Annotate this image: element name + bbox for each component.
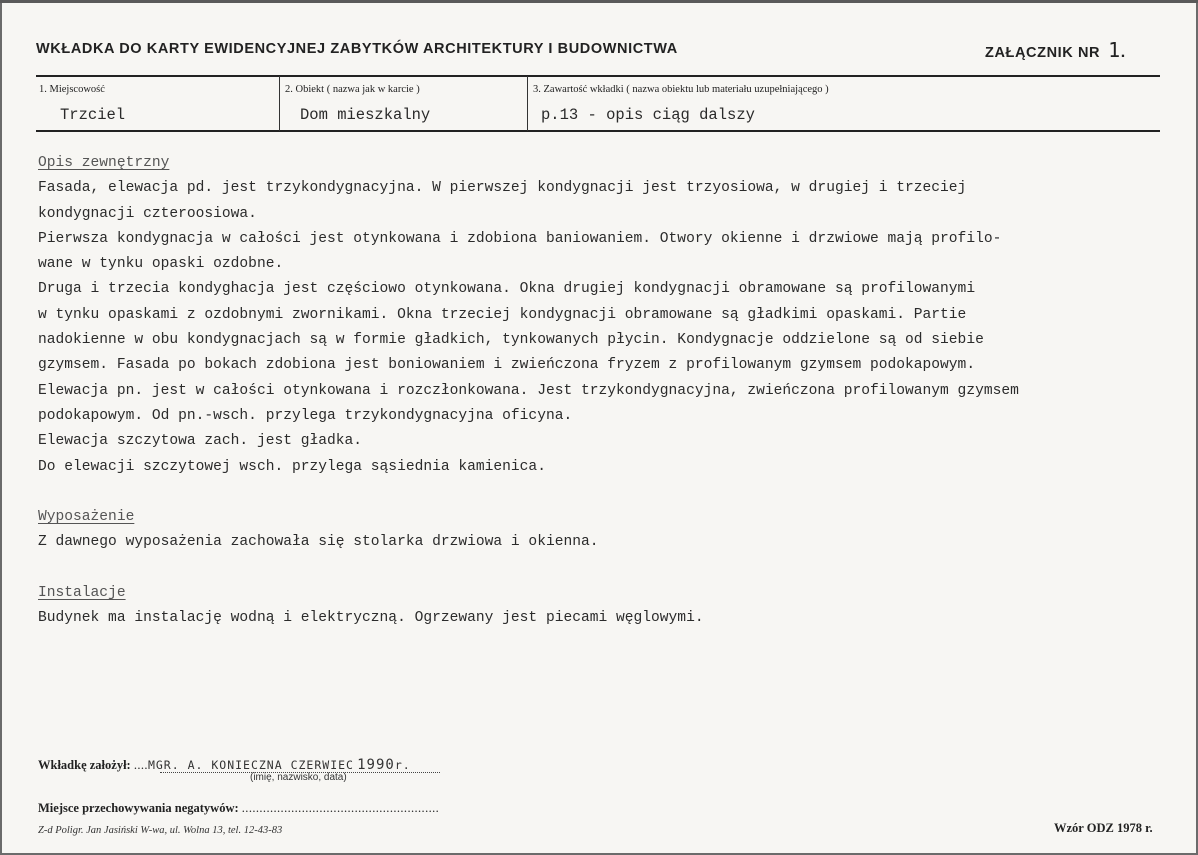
exterior-line: Fasada, elewacja pd. jest trzykondygnacyjna. W pierwszej kondygnacji jest trzyosiowa, w drugiej i trzeciej (38, 180, 967, 197)
creator-handwriting: MGR. A. KONIECZNA CZERWIEC (147, 758, 354, 772)
creator-label: Wkładkę założył: (38, 758, 131, 772)
creator-dots: .... (133, 758, 148, 772)
exterior-line: Elewacja szczytowa zach. jest gładka. (38, 433, 363, 450)
exterior-line: podokapowym. Od pn.-wsch. przylega trzykondygnacyjna oficyna. (38, 407, 573, 424)
form-pattern: Wzór ODZ 1978 r. (1054, 821, 1153, 835)
fields-top-rule (36, 75, 1160, 77)
installations-heading: Instalacje (38, 585, 126, 602)
section-gap (38, 480, 1168, 505)
creator-year-suffix: r. (394, 758, 411, 772)
field-divider-1 (279, 76, 280, 131)
storage-dots: ........................................................ (241, 801, 440, 815)
exterior-line: Pierwsza kondygnacja w całości jest otynkowana i zdobiona baniowaniem. Otwory okienne i drzwiowe mają profilo- (38, 230, 1002, 247)
attachment-number-dot: . (1120, 44, 1126, 61)
exterior-heading: Opis zewnętrzny (38, 155, 170, 171)
creator-caption: (imię, nazwisko, data) (250, 772, 347, 783)
installations-line: Budynek ma instalację wodną i elektryczną. Ogrzewany jest piecami węglowymi. (38, 610, 704, 627)
exterior-line: Druga i trzecia kondyghacja jest częściowo otynkowana. Okna drugiej kondygnacji obramowane są profilowanymi (38, 281, 976, 298)
field-object-label: 2. Obiekt ( nazwa jak w karcie ) (285, 84, 420, 95)
exterior-line: Do elewacji szczytowej wsch. przylega sąsiednia kamienica. (38, 458, 546, 475)
description-body (38, 151, 1168, 632)
attachment-number-value: 1 (1108, 38, 1121, 62)
exterior-line: w tynku opaskami z ozdobnymi zwornikami. Okna trzeciej kondygnacji obramowane są gładkimi opaskami. Partie (38, 306, 967, 323)
exterior-line: nadokienne w obu kondygnacjach są w formie gładkich, tynkowanych płycin. Kondygnacje oddzielone są od siebie (38, 332, 984, 349)
field-locality-value: Trzciel (60, 106, 126, 124)
exterior-line: Elewacja pn. jest w całości otynkowana i rozczłonkowana. Jest trzykondygnacyjna, zwieńczona profilowanym gzymsem (38, 382, 1019, 399)
section-gap (38, 556, 1168, 581)
field-divider-2 (527, 76, 528, 131)
creator-row (38, 757, 411, 773)
card-top-edge (0, 0, 1198, 3)
printer-imprint: Z-d Poligr. Jan Jasiński W-wa, ul. Wolna 13, tel. 12-43-83 (38, 825, 283, 836)
exterior-line: wane w tynku opaski ozdobne. (38, 256, 284, 273)
attachment-label: ZAŁĄCZNIK NR (985, 45, 1101, 61)
attachment-number (985, 38, 1126, 62)
field-locality-label: 1. Miejscowość (39, 84, 105, 95)
field-content-value: p.13 - opis ciąg dalszy (541, 106, 755, 124)
fields-bottom-rule (36, 130, 1160, 132)
storage-row (38, 801, 439, 816)
creator-year: 1990 (357, 757, 395, 773)
equipment-heading: Wyposażenie (38, 509, 135, 526)
form-title: WKŁADKA DO KARTY EWIDENCYJNEJ ZABYTKÓW ARCHITEKTURY I BUDOWNICTWA (36, 41, 678, 57)
equipment-line: Z dawnego wyposażenia zachowała się stolarka drzwiowa i okienna. (38, 534, 599, 551)
exterior-line: kondygnacji czteroosiowa. (38, 205, 257, 222)
field-content-label: 3. Zawartość wkładki ( nazwa obiektu lub materiału uzupełniającego ) (533, 84, 829, 95)
storage-label: Miejsce przechowywania negatywów: (38, 801, 239, 815)
field-object-value: Dom mieszkalny (300, 106, 431, 124)
exterior-line: gzymsem. Fasada po bokach zdobiona jest boniowaniem i zwieńczona fryzem z profilowanym gzymsem podokapowym. (38, 357, 976, 374)
